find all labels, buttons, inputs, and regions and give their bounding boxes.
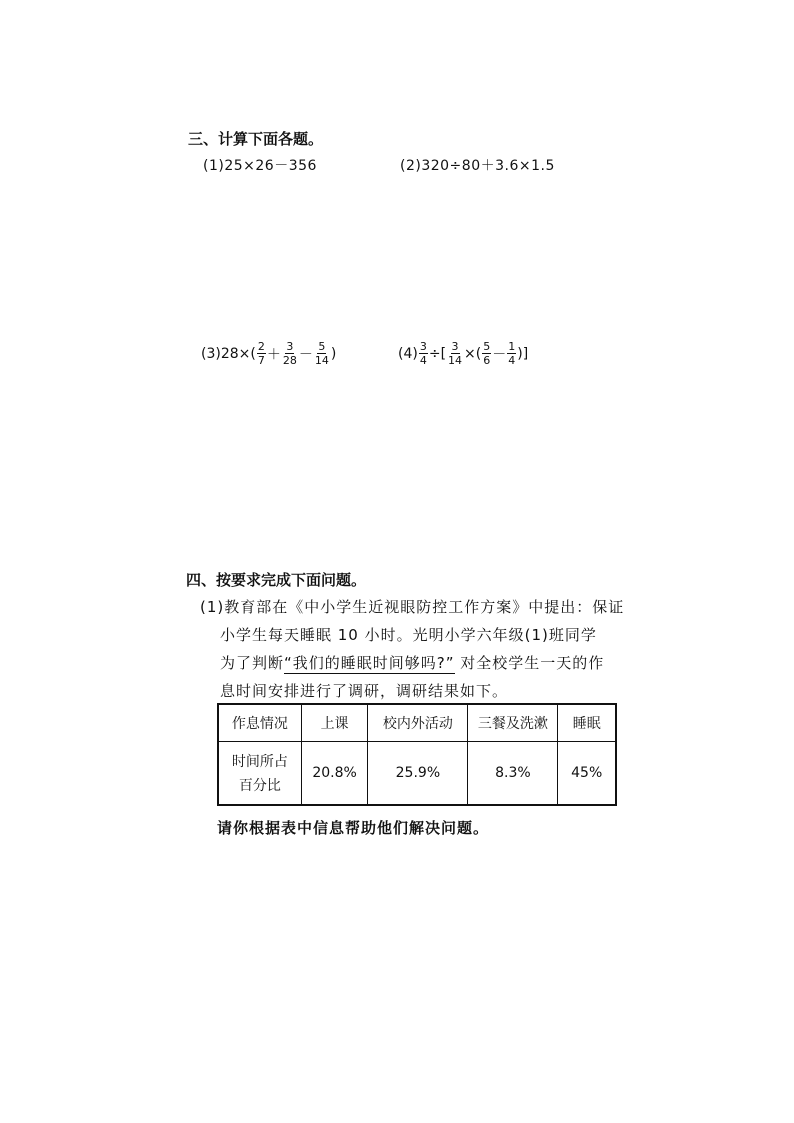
- quoted-question: “我们的睡眠时间够吗?”: [284, 654, 455, 672]
- table-cell: 45%: [558, 742, 616, 806]
- problem-4-suffix: )]: [517, 345, 529, 362]
- table-row: [218, 742, 616, 806]
- table-header-cell: 上课: [301, 704, 368, 742]
- paragraph-line-4: 息时间安排进行了调研，调研结果如下。: [220, 682, 509, 700]
- fraction: [257, 341, 266, 366]
- operator: －: [298, 346, 313, 363]
- problem-2: (2)320÷80＋3.6×1.5: [400, 158, 555, 174]
- fraction: [314, 341, 330, 366]
- fraction: [482, 341, 491, 366]
- fraction-denominator: 7: [257, 354, 265, 367]
- paragraph-line-3: [220, 652, 604, 673]
- problem-3-prefix: (3)28×(: [201, 345, 256, 362]
- fraction: [419, 341, 428, 366]
- table-header-cell: 作息情况: [218, 704, 301, 742]
- table-header-cell: 校内外活动: [368, 704, 468, 742]
- table-row-label: [218, 742, 301, 806]
- fraction-denominator: 14: [448, 354, 463, 367]
- operator: －: [492, 346, 507, 363]
- schedule-table: [217, 703, 617, 806]
- operator: ÷[: [428, 345, 447, 362]
- fraction-numerator: 5: [318, 340, 326, 353]
- paragraph-line-3-start: 为了判断: [220, 654, 285, 672]
- table-cell: 8.3%: [468, 742, 558, 806]
- fraction-denominator: 6: [483, 354, 491, 367]
- fraction-numerator: 3: [419, 340, 427, 353]
- table-header-cell: 三餐及洗漱: [468, 704, 558, 742]
- problem-3-suffix: ): [330, 345, 337, 362]
- table-cell: 25.9%: [368, 742, 468, 806]
- table-header-row: [218, 704, 616, 742]
- table-cell: 20.8%: [301, 742, 368, 806]
- fraction: [507, 341, 516, 366]
- fraction-denominator: 4: [508, 354, 516, 367]
- paragraph-line-3-end: 对全校学生一天的作: [454, 654, 605, 672]
- problem-4: [398, 341, 528, 366]
- fraction-numerator: 3: [451, 340, 459, 353]
- row-label-line-2: 百分比: [238, 778, 281, 794]
- fraction-denominator: 14: [314, 354, 329, 367]
- operator: ×(: [464, 345, 482, 362]
- section3-title: 三、计算下面各题。: [188, 130, 324, 148]
- problem-1: (1)25×26－356: [203, 158, 317, 174]
- fraction-numerator: 3: [286, 340, 294, 353]
- problem-3: [201, 341, 336, 366]
- operator: ＋: [266, 346, 281, 363]
- section4-title: 四、按要求完成下面问题。: [186, 571, 367, 589]
- fraction-numerator: 2: [257, 340, 265, 353]
- paragraph-line-2: 小学生每天睡眠 10 小时。光明小学六年级(1)班同学: [220, 626, 597, 644]
- row-label-line-1: 时间所占: [231, 754, 288, 770]
- problem-4-prefix: (4): [398, 345, 418, 362]
- fraction: [447, 341, 463, 366]
- table-header-cell: 睡眠: [558, 704, 616, 742]
- fraction: [282, 341, 298, 366]
- paragraph-line-1: (1)教育部在《中小学生近视眼防控工作方案》中提出：保证: [200, 598, 625, 616]
- fraction-numerator: 5: [483, 340, 491, 353]
- fraction-denominator: 28: [282, 354, 297, 367]
- fraction-numerator: 1: [508, 340, 516, 353]
- fraction-denominator: 4: [419, 354, 427, 367]
- instruction-after-table: 请你根据表中信息帮助他们解决问题。: [217, 819, 490, 837]
